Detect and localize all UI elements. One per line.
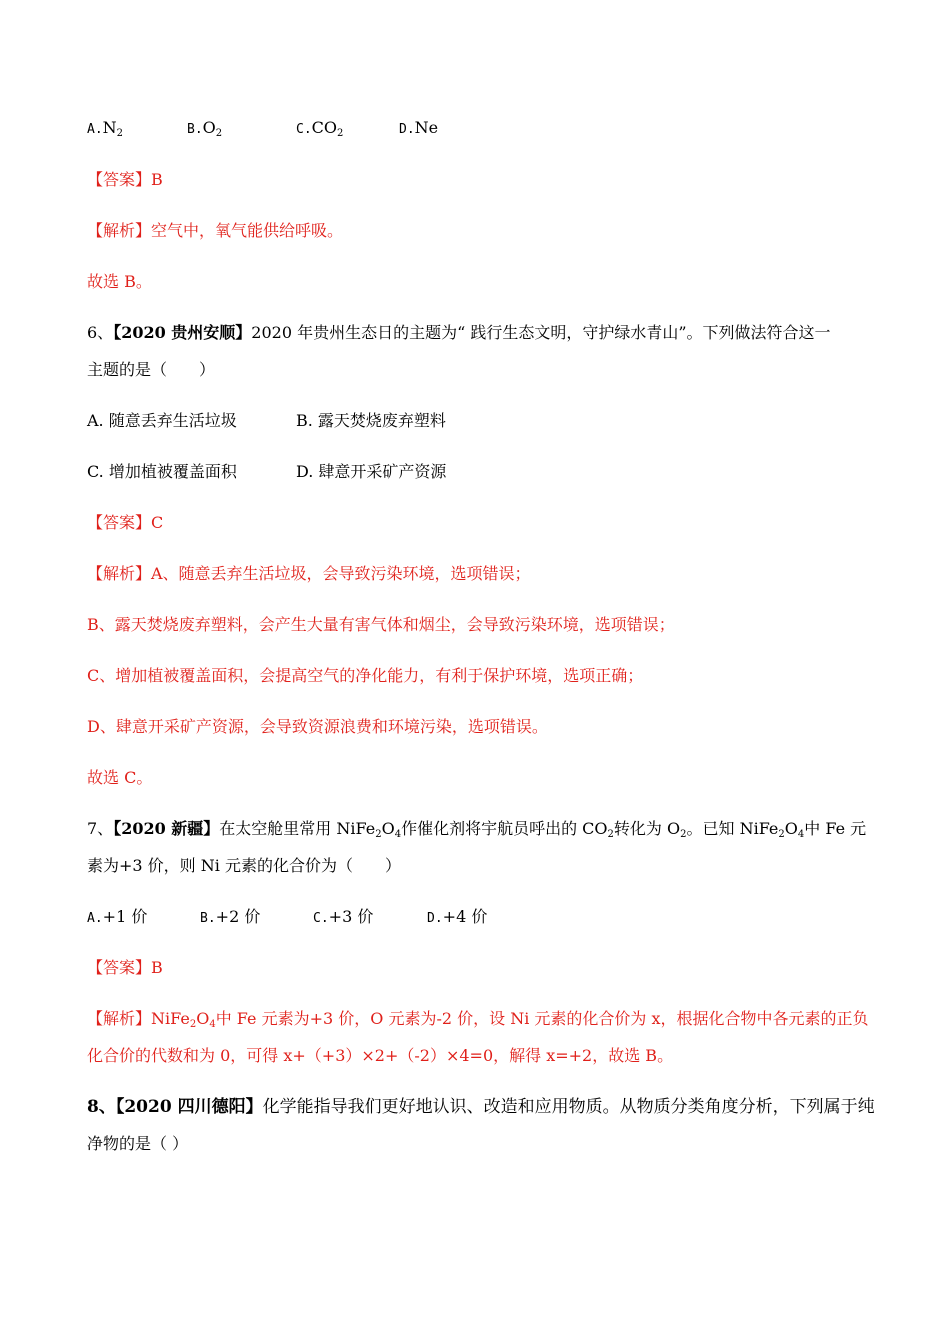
q5-option-d: D.Ne [399, 118, 439, 137]
q6-option-d: D. 肆意开采矿产资源 [296, 462, 447, 481]
q6-analysis-line: C、增加植被覆盖面积，会提高空气的净化能力，有利于保护环境，选项正确； [87, 666, 644, 685]
q6-stem-line1: 6、【2020 贵州安顺】2020 年贵州生态日的主题为“ 践行生态文明，守护绿水青山”。下列做法符合这一 [87, 323, 831, 342]
q5-option-c: $C.CO_2$ [296, 118, 344, 139]
q8-stem-line1: 8、【2020 四川德阳】化学能指导我们更好地认识、改造和应用物质。从物质分类角度分析，下列属于纯 [87, 1097, 875, 1117]
q6-option-b: B. 露天焚烧废弃塑料 [296, 411, 446, 430]
q6-analysis-line: D、肆意开采矿产资源，会导致资源浪费和环境污染，选项错误。 [87, 717, 548, 736]
q6-analysis-line: 【解析】A、随意丢弃生活垃圾，会导致污染环境，选项错误； [87, 564, 531, 583]
q5-conclusion: 故选 B。 [87, 272, 152, 291]
q5-option-a: $A.N_2$ [87, 118, 124, 139]
q7-stem-line1: 7、【2020 新疆】在太空舱里常用 $NiFe_2O_4$作催化剂将宇航员呼出的 $CO_2$转化为 $O_2$。已知 $NiFe_2O_4$中 Fe 元 [87, 819, 867, 840]
q7-answer: 【答案】B [87, 958, 163, 977]
q7-option-d: D.+4 价 [427, 907, 488, 926]
q6-option-c: C. 增加植被覆盖面积 [87, 462, 237, 481]
q6-answer: 【答案】C [87, 513, 164, 532]
q8-stem-line2: 净物的是（ ） [87, 1134, 189, 1153]
q7-option-c: C.+3 价 [313, 907, 374, 926]
q6-analysis-line: B、露天焚烧废弃塑料，会产生大量有害气体和烟尘，会导致污染环境，选项错误； [87, 615, 675, 634]
q6-option-a: A. 随意丢弃生活垃圾 [87, 411, 237, 430]
q5-analysis: 【解析】空气中，氧气能供给呼吸。 [87, 221, 344, 240]
q6-stem-line2: 主题的是（ ） [87, 360, 216, 379]
q5-option-b: $B.O_2$ [187, 118, 223, 139]
q6-conclusion: 故选 C。 [87, 768, 153, 787]
q7-stem-line2: 素为+3 价，则 Ni 元素的化合价为（ ） [87, 856, 401, 875]
q5-answer: 【答案】B [87, 170, 163, 189]
q7-analysis-line1: 【解析】$NiFe_2O_4$中 Fe 元素为+3 价，O 元素为-2 价，设 Ni 元素的化合价为 x，根据化合物中各元素的正负 [87, 1009, 869, 1030]
q7-option-b: B.+2 价 [200, 907, 261, 926]
q7-option-a: A.+1 价 [87, 907, 148, 926]
q7-analysis-line2: 化合价的代数和为 0，可得 x+（+3）×2+（-2）×4=0，解得 x=+2，故选 B。 [87, 1046, 674, 1065]
